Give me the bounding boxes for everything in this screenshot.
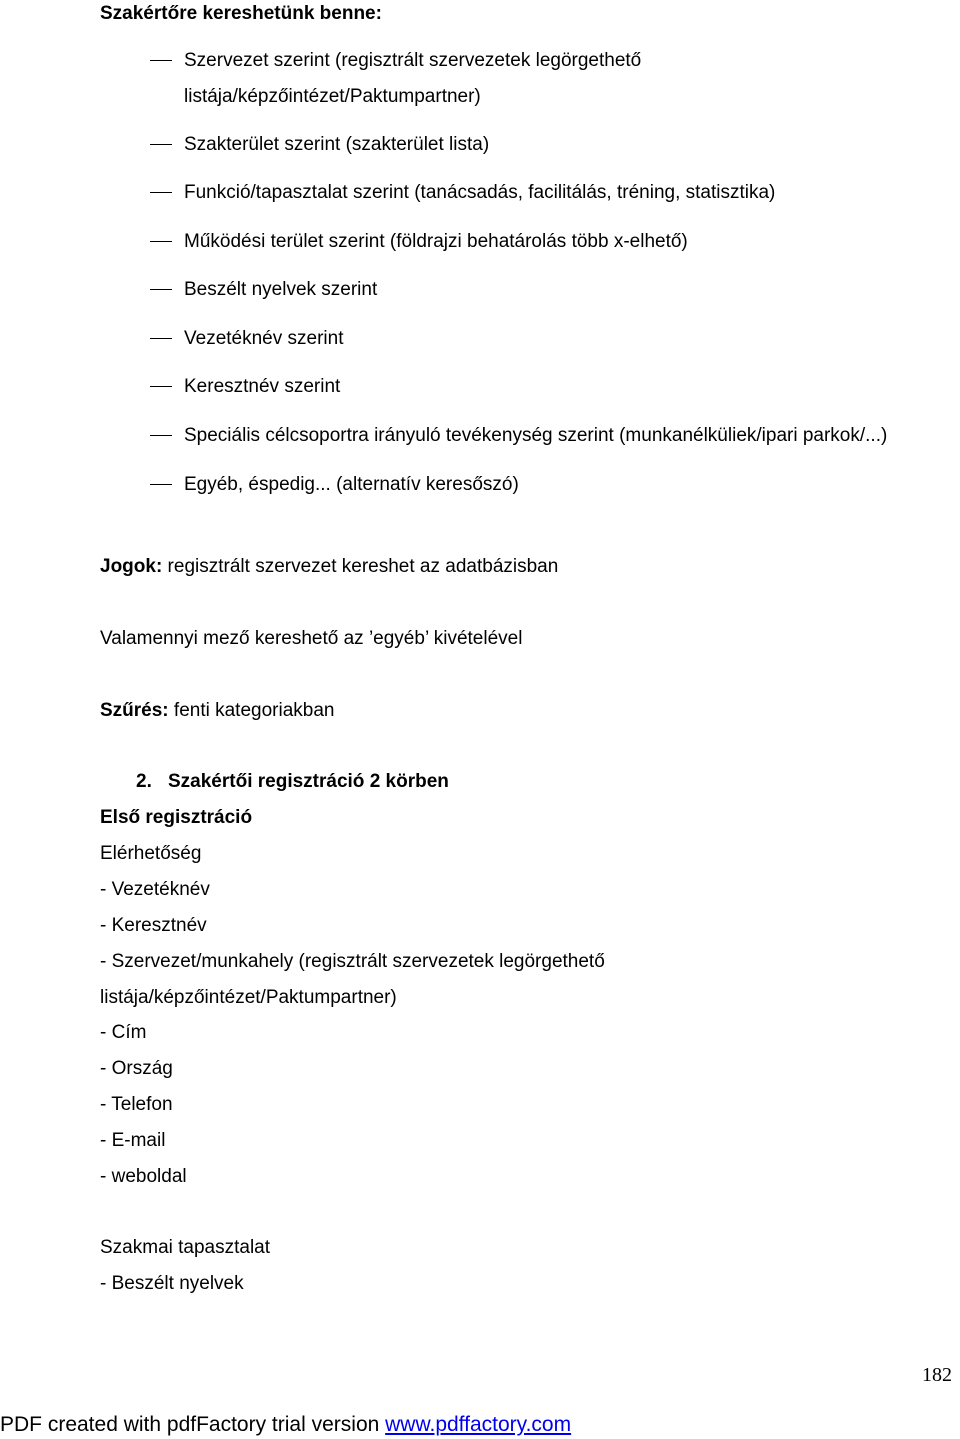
all-fields-note: Valamennyi mező kereshető az ’egyéb’ kivételével [100, 628, 523, 649]
dash-bullet [150, 192, 172, 193]
search-heading: Szakértőre kereshetünk benne: [100, 3, 382, 24]
list-item: Vezetéknév szerint [184, 328, 344, 349]
pdffactory-link[interactable]: www.pdffactory.com [385, 1413, 572, 1436]
list-item: - Vezetéknév [100, 879, 210, 900]
dash-bullet [150, 338, 172, 339]
dash-bullet [150, 144, 172, 145]
footer-text: PDF created with pdfFactory trial version [0, 1413, 386, 1436]
list-item: - Beszélt nyelvek [100, 1273, 244, 1294]
rights-text: regisztrált szervezet kereshet az adatbázisban [162, 556, 559, 577]
list-item: - weboldal [100, 1166, 187, 1187]
page-number: 182 [922, 1364, 952, 1386]
rights-label: Jogok: [100, 556, 163, 577]
list-item-continuation: listája/képzőintézet/Paktumpartner) [184, 86, 481, 107]
list-item: - Ország [100, 1058, 173, 1079]
rights-paragraph [100, 557, 558, 576]
list-item: Funkció/tapasztalat szerint (tanácsadás, facilitálás, tréning, statisztika) [184, 182, 776, 203]
list-item: Keresztnév szerint [184, 376, 341, 397]
list-item: - E-mail [100, 1130, 166, 1151]
dash-bullet [150, 484, 172, 485]
dash-bullet [150, 60, 172, 61]
list-item: - Szervezet/munkahely (regisztrált szervezetek legörgethető [100, 951, 605, 972]
list-item: - Cím [100, 1022, 147, 1043]
list-item-continuation: listája/képzőintézet/Paktumpartner) [100, 987, 397, 1008]
section-subtitle: Első regisztráció [100, 807, 253, 828]
dash-bullet [150, 435, 172, 436]
filter-paragraph [100, 701, 334, 720]
list-item: Egyéb, éspedig... (alternatív keresőszó) [184, 474, 519, 495]
filter-text: fenti kategoriakban [168, 700, 335, 721]
list-item: Szervezet szerint (regisztrált szervezetek legörgethető [184, 50, 642, 71]
list-item: - Keresztnév [100, 915, 207, 936]
experience-heading: Szakmai tapasztalat [100, 1237, 271, 1258]
dash-bullet [150, 386, 172, 387]
filter-label: Szűrés: [100, 700, 169, 721]
list-item: Működési terület szerint (földrajzi behatárolás több x-elhető) [184, 231, 688, 252]
availability-heading: Elérhetőség [100, 843, 202, 864]
pdf-footer [0, 1414, 571, 1435]
list-item: Speciális célcsoportra irányuló tevékenység szerint (munkanélküliek/ipari parkok/...) [184, 425, 888, 446]
dash-bullet [150, 289, 172, 290]
list-item: Szakterület szerint (szakterület lista) [184, 134, 490, 155]
section-title: Szakértői regisztráció 2 körben [168, 771, 449, 792]
section-number: 2. [136, 771, 152, 792]
list-item: - Telefon [100, 1094, 173, 1115]
dash-bullet [150, 241, 172, 242]
list-item: Beszélt nyelvek szerint [184, 279, 378, 300]
